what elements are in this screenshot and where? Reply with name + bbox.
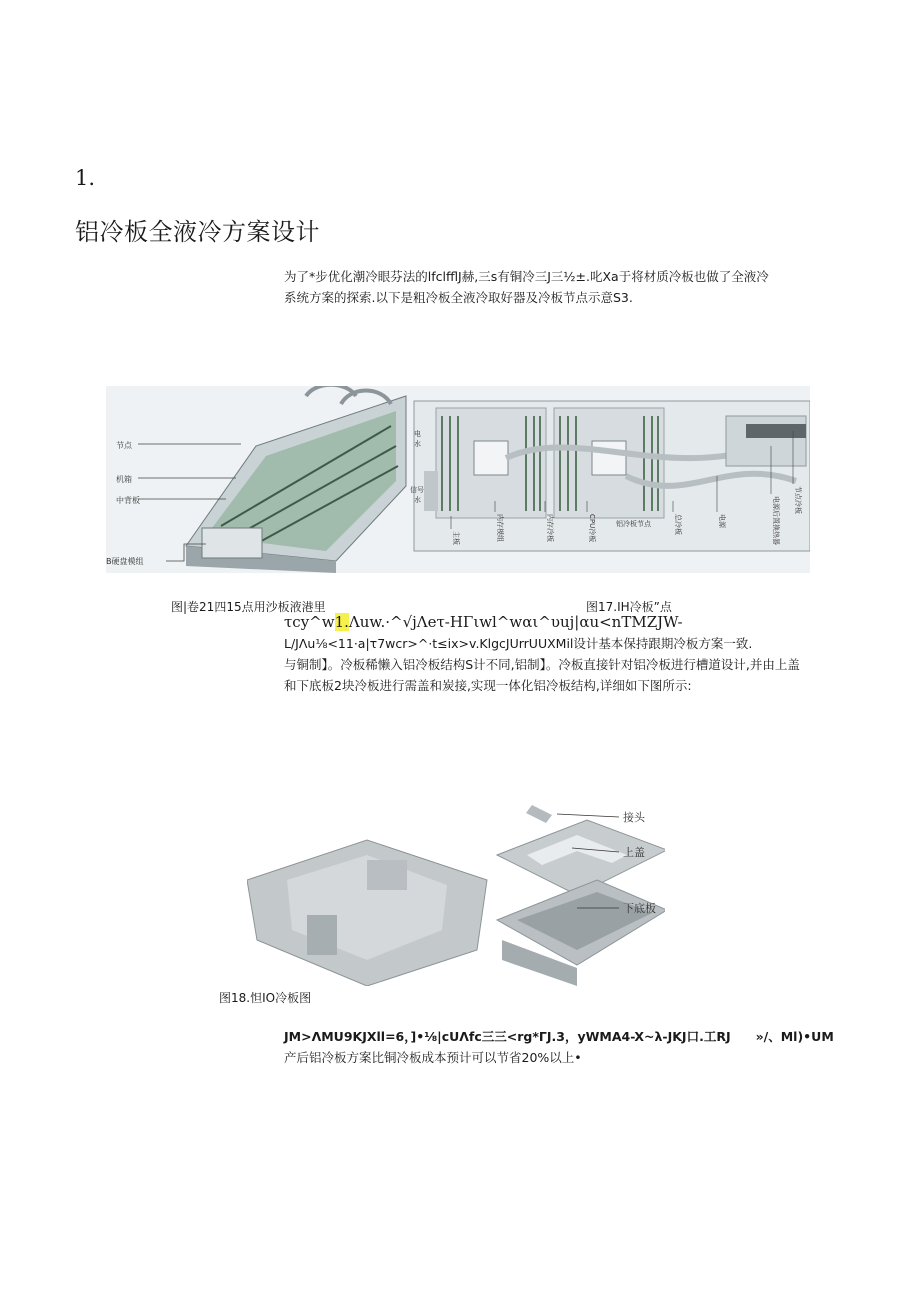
- paragraph-line: 产后铝冷板方案比铜冷板成本预计可以节省20%以上•: [284, 1050, 582, 1065]
- label-hdd-module: B硬盘模组: [106, 557, 144, 566]
- label-midplane: 中背板: [116, 496, 140, 505]
- paragraph-line: 与铜制】。冷板稀懒入铝冷板结构S计不同,铝制】。冷板直接针对铝冷板进行槽道设计,并由上盖: [284, 657, 800, 672]
- section-number: 1.: [75, 166, 96, 190]
- caption-figure-17: 图17.IH冷板”点: [586, 600, 672, 614]
- label-al-node: 铝冷板节点: [616, 520, 651, 528]
- label-main-plate: 总冷板: [674, 514, 682, 535]
- paragraph-intro: [284, 266, 850, 308]
- figure-2-illustration: [247, 800, 665, 986]
- figure-al-cold-plate: [247, 800, 665, 986]
- node-layout-drawing: [414, 401, 810, 551]
- label-chassis: 机箱: [116, 475, 132, 484]
- exploded-plate-drawing: [497, 805, 665, 986]
- label-node: 节点: [116, 441, 132, 450]
- chassis-drawing: [138, 386, 406, 573]
- paragraph-line: JM>ΛMU9KJXll=6，]•⅛|cUΛfc三三<rg*ΓJ.3，yWMA4-X~λ-JKJ口.工RJ »/、Ml)•UM: [284, 1029, 834, 1044]
- label-psu: 电源: [718, 514, 726, 528]
- highlighted-text: 1.: [334, 613, 349, 631]
- paragraph-line: 系统方案的探索.以下是粗冷板全液冷取好器及冷板节点示意S3.: [284, 290, 633, 305]
- section-title: 铝冷板全液冷方案设计: [75, 218, 320, 246]
- assembled-plate-drawing: [247, 840, 487, 986]
- label-memory-plate: 内存冷板: [546, 514, 554, 542]
- paragraph-cost: [284, 1026, 850, 1068]
- label-connector: 接头: [623, 811, 645, 824]
- label-signal: 信号: [410, 486, 424, 494]
- label-power: 电: [414, 430, 421, 438]
- paragraph-line: L/JΛu⅛<11·a|τ7wcr>^·t≤ix>v.KlgcJUrrUUXMil设计基本保持跟期冷板方案一致.: [284, 636, 753, 651]
- label-water: 水: [414, 440, 421, 448]
- label-memory-module: 内存模组: [496, 514, 504, 542]
- label-top-cover: 上盖: [623, 846, 645, 859]
- label-bottom-plate: 下底板: [623, 902, 656, 915]
- paragraph-line: τcy^w1.Λuw.·^√jΛeτ-HΓιwl^wαι^υuj|αu<nTMZJW-: [284, 613, 683, 631]
- figure-1-illustration: [106, 386, 810, 573]
- label-cpu-plate: CPU冷板: [588, 514, 596, 543]
- label-node-plate: 节点冷板: [794, 486, 802, 514]
- caption-figure-18: 图18.怛IO冷板图: [219, 991, 312, 1005]
- label-psu-rear-hx: 电源后置换热器: [772, 496, 780, 545]
- paragraph-design: [284, 612, 850, 696]
- label-water-2: 水: [414, 496, 421, 504]
- label-mainboard: 主板: [452, 531, 460, 545]
- figure-liquid-cooling-system: [106, 386, 810, 573]
- caption-figure-16: 图|卷21四15点用沙板液港里: [171, 600, 326, 614]
- paragraph-line: 为了*步优化潮冷眼芬法的lfclfflJ赫,三s有铜冷三J三½±.叱Xa于将材质冷板也做了全液冷: [284, 269, 769, 284]
- paragraph-line: 和下底板2块冷板进行需盖和炭接,实现一体化铝冷板结构,详细如下图所示:: [284, 678, 692, 693]
